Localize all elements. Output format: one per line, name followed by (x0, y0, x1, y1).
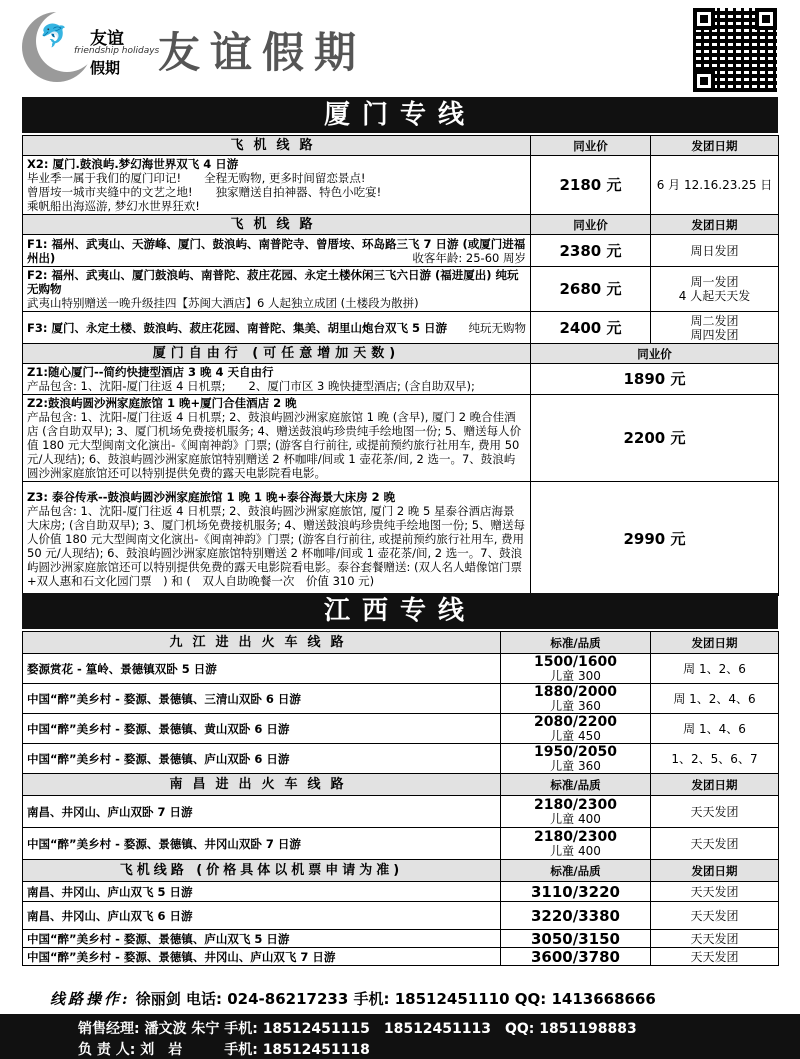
table-row (23, 156, 779, 215)
departure-date: 天天发团 (651, 930, 779, 948)
table-row: 南昌、井冈山、庐山双卧 7 日游 2180/2300 儿童 400 天天发团 (23, 796, 779, 828)
table-row (23, 312, 779, 344)
price: 2990 元 (531, 482, 779, 596)
route-f3: F3: 厦门、永定土楼、鼓浪屿、菽庄花园、南普陀、集美、胡里山炮台双飞 5 日游 纯玩无购物 (23, 312, 531, 344)
route-z1: Z1:随心厦门--简约快捷型酒店 3 晚 4 天自由行 产品包含: 1、沈阳-厦门往返 4 日机票; 2、厦门市区 3 晚快捷型酒店; (含自助双早); (23, 364, 531, 395)
table-header: 南昌进出火车线路 标准/品质 发团日期 (23, 774, 779, 796)
xiamen-table (22, 135, 779, 596)
table-header: 厦门自由行 (可任意增加天数) 同业价 (23, 344, 779, 364)
route-z2: Z2:鼓浪屿圆沙洲家庭旅馆 1 晚+厦门合佳酒店 2 晚 产品包含: 1、沈阳-厦门往返 4 日机票; 2、鼓浪屿圆沙洲家庭旅馆 1 晚 (含早), 厦门 2 晚合佳酒店 (含自助双早); 3、厦门机场免费接机服务; 4、赠送鼓浪屿珍贵纯手绘地图一份; 5、赠送每人价值 180 元大型闽南文化演出-《闽南神韵》门票; (游客自行前往, 或提前预约旅行社用车, 费用 50 元/人现结); 6、鼓浪屿圆沙洲家庭旅馆特别赠送 2 杯咖啡/间或 1 壶花茶/间, 2 选一。7、鼓浪屿圆沙洲家庭旅馆还可以特别提供免费的露天电影院看电影。 (23, 395, 531, 482)
price: 2200 元 (531, 395, 779, 482)
company-logo (18, 10, 160, 80)
dolphin-icon: 🐬 (40, 24, 68, 49)
operations-contact (50, 988, 656, 1009)
brand-name: 友谊假期 (158, 28, 367, 77)
price: 2080/2200 儿童 450 (501, 714, 651, 744)
sales-contact: 销售经理: 潘文波 朱宁 手机: 18512451115 18512451113 QQ: 1851198883 (78, 1021, 637, 1037)
departure-date: 周 1、2、4、6 (651, 684, 779, 714)
table-row: 南昌、井冈山、庐山双飞 6 日游 3220/3380 天天发团 (23, 902, 779, 930)
route-x2: X2: 厦门.鼓浪屿.梦幻海世界双飞 4 日游 毕业季一属于我们的厦门印记! 全程无购物, 更多时间留恋景点! 曾厝垵一城市夹缝中的文艺之地! 独家赠送自拍神器、特色小吃宴! 乘帆船出海巡游, 梦幻水世界狂欢! (23, 156, 531, 215)
departure-date: 周 1、4、6 (651, 714, 779, 744)
price: 2180 元 (531, 156, 651, 215)
price: 2380 元 (531, 235, 651, 267)
table-row: 中国“醉”美乡村 - 婺源、景德镇、三清山双卧 6 日游 1880/2000 儿童 360 周 1、2、4、6 (23, 684, 779, 714)
departure-date: 6 月 12.16.23.25 日 (651, 156, 779, 215)
table-header: 飞机线路 同业价 发团日期 (23, 215, 779, 235)
table-row (23, 395, 779, 482)
price: 1880/2000 儿童 360 (501, 684, 651, 714)
footer (0, 1014, 800, 1059)
xiamen-banner: 厦门专线 (22, 97, 778, 133)
table-row: 南昌、井冈山、庐山双飞 5 日游 3110/3220 天天发团 (23, 882, 779, 902)
route-f2: F2: 福州、武夷山、厦门鼓浪屿、南普陀、菽庄花园、永定土楼休闲三飞六日游 (福进厦出) 纯玩无购物 武夷山特别赠送一晚升级挂四【苏闽大酒店】6 人起独立成团 (土楼段为散拼) (23, 267, 531, 312)
price: 1500/1600 儿童 300 (501, 654, 651, 684)
price: 3220/3380 (501, 902, 651, 930)
departure-date: 周一发团 4 人起天天发 (651, 267, 779, 312)
departure-date: 天天发团 (651, 796, 779, 828)
logo-text-top: 友谊 (90, 29, 124, 49)
ops-label: 线路操作: (50, 990, 131, 1008)
qr-code-icon (693, 8, 777, 92)
route-z3: Z3: 泰谷传承--鼓浪屿圆沙洲家庭旅馆 1 晚 1 晚+泰谷海景大床房 2 晚 产品包含: 1、沈阳-厦门往返 4 日机票; 2、鼓浪屿圆沙洲家庭旅馆, 厦门 2 晚 5 星泰谷酒店海景大床房; (含自助双早); 3、厦门机场免费接机服务; 4、赠送鼓浪屿珍贵纯手绘地图一份; 5、赠送每人价值 180 元大型闽南文化演出-《闽南神韵》门票; (游客自行前往, 或提前预约旅行社用车, 费用 50 元/人现结); 6、鼓浪屿圆沙洲家庭旅馆特别赠送 2 杯咖啡/间或 1 壶花茶/间, 2 选一。7、鼓浪屿圆沙洲家庭旅馆还可以特别提供免费的露天电影院看电影。泰谷套餐赠送: (双人名人蜡像馆门票+双人惠和石文化园门票 ) 和 ( 双人自助晚餐一次 价值 310 元) (23, 482, 531, 596)
departure-date: 周日发团 (651, 235, 779, 267)
table-header: 飞机线路 (价格具体以机票申请为准) 标准/品质 发团日期 (23, 860, 779, 882)
price: 2400 元 (531, 312, 651, 344)
price: 3110/3220 (501, 882, 651, 902)
table-row (23, 364, 779, 395)
price: 2180/2300 儿童 400 (501, 796, 651, 828)
price: 2680 元 (531, 267, 651, 312)
price: 3050/3150 (501, 930, 651, 948)
departure-date: 天天发团 (651, 902, 779, 930)
table-row: 中国“醉”美乡村 - 婺源、景德镇、井冈山、庐山双飞 7 日游 3600/3780 天天发团 (23, 948, 779, 966)
departure-date: 天天发团 (651, 828, 779, 860)
table-row (23, 235, 779, 267)
price: 1950/2050 儿童 360 (501, 744, 651, 774)
header (0, 0, 800, 96)
ops-text: 徐丽剑 电话: 024-86217233 手机: 18512451110 QQ: 1413668666 (135, 990, 656, 1008)
price: 2180/2300 儿童 400 (501, 828, 651, 860)
price: 3600/3780 (501, 948, 651, 966)
departure-date: 周二发团 周四发团 (651, 312, 779, 344)
departure-date: 天天发团 (651, 882, 779, 902)
route-f1: F1: 福州、武夷山、天游峰、厦门、鼓浪屿、南普陀寺、曾厝垵、环岛路三飞 7 日游 (或厦门进福州出) 收客年龄: 25-60 周岁 (23, 235, 531, 267)
table-row (23, 482, 779, 596)
jiangxi-table (22, 631, 779, 966)
table-row: 中国“醉”美乡村 - 婺源、景德镇、黄山双卧 6 日游 2080/2200 儿童 450 周 1、4、6 (23, 714, 779, 744)
price: 1890 元 (531, 364, 779, 395)
table-row (23, 267, 779, 312)
table-row: 中国“醉”美乡村 - 婺源、景德镇、井冈山双卧 7 日游 2180/2300 儿童 400 天天发团 (23, 828, 779, 860)
table-header: 飞机线路 同业价 发团日期 (23, 136, 779, 156)
jiangxi-banner: 江西专线 (22, 593, 778, 629)
logo-text-en: friendship holidays (74, 46, 160, 56)
table-header: 九江进出火车线路 标准/品质 发团日期 (23, 632, 779, 654)
departure-date: 1、2、5、6、7 (651, 744, 779, 774)
table-row: 中国“醉”美乡村 - 婺源、景德镇、庐山双卧 6 日游 1950/2050 儿童 360 1、2、5、6、7 (23, 744, 779, 774)
manager-contact: 负 责 人: 刘 岩 手机: 18512451118 (78, 1042, 370, 1058)
table-row: 婺源赏花 - 篁岭、景德镇双卧 5 日游 1500/1600 儿童 300 周 1、2、6 (23, 654, 779, 684)
logo-text-bottom: 假期 (90, 59, 121, 77)
departure-date: 周 1、2、6 (651, 654, 779, 684)
departure-date: 天天发团 (651, 948, 779, 966)
table-row: 中国“醉”美乡村 - 婺源、景德镇、庐山双飞 5 日游 3050/3150 天天发团 (23, 930, 779, 948)
